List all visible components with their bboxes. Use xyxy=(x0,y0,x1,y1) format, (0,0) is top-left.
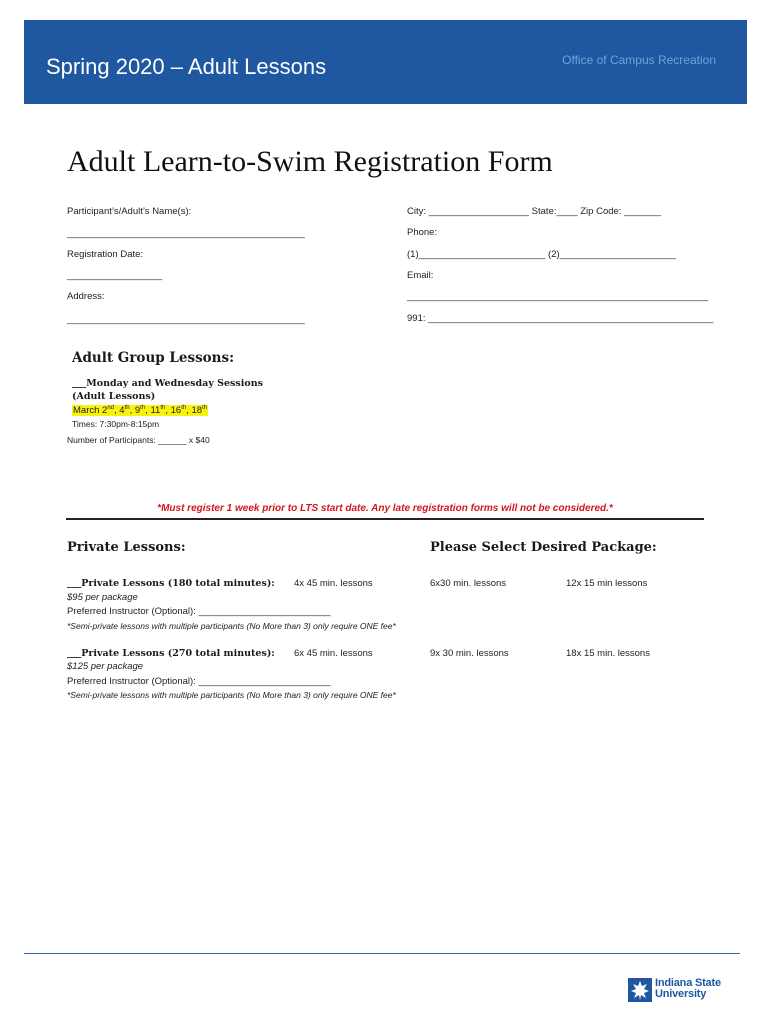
package-heading: Please Select Desired Package: xyxy=(430,540,657,555)
private-lessons-heading: Private Lessons: xyxy=(67,540,186,555)
phone-label: Phone: xyxy=(407,227,438,238)
date-text: , 9 xyxy=(129,405,141,416)
session-option[interactable]: ___Monday and Wednesday Sessions xyxy=(72,378,263,389)
footer-rule xyxy=(24,953,740,954)
date-text: , 18 xyxy=(186,405,203,416)
price-180: $95 per package xyxy=(67,592,138,603)
office-name: Office of Campus Recreation xyxy=(562,53,716,67)
session-subtitle: (Adult Lessons) xyxy=(72,391,156,402)
package-18x15[interactable]: 18x 15 min. lessons xyxy=(566,648,650,659)
semi-private-note: *Semi-private lessons with multiple participants (No More than 3) only require ONE fee* xyxy=(67,690,396,700)
isu-wordmark-line2: University xyxy=(655,988,707,1000)
email-field[interactable]: _________________________________________________________ xyxy=(407,291,709,302)
participants-count-field[interactable]: Number of Participants: ______ x $40 xyxy=(67,435,210,445)
date-text: , 4 xyxy=(114,405,125,416)
private-option-180[interactable]: ___Private Lessons (180 total minutes): xyxy=(67,578,275,589)
address-label: Address: xyxy=(67,291,105,302)
price-270: $125 per package xyxy=(67,661,144,672)
date-suffix: nd xyxy=(107,404,115,411)
names-label: Participant’s/Adult’s Name(s): xyxy=(67,206,192,217)
preferred-instructor-field[interactable]: Preferred Instructor (Optional): _________________________ xyxy=(67,606,331,617)
session-times: Times: 7:30pm-8:15pm xyxy=(72,419,160,429)
phone-fields[interactable]: (1)________________________ (2)______________________ xyxy=(407,249,676,260)
isu-logo xyxy=(628,978,740,1006)
package-6x30[interactable]: 6x30 min. lessons xyxy=(430,578,507,589)
dates-prefix: March 2 xyxy=(73,405,108,416)
private-option-270[interactable]: ___Private Lessons (270 total minutes): xyxy=(67,648,275,659)
session-dates-highlight xyxy=(72,405,208,416)
date-suffix: th xyxy=(124,404,130,411)
semi-private-note: *Semi-private lessons with multiple participants (No More than 3) only require ONE fee* xyxy=(67,621,396,631)
date-suffix: th xyxy=(202,404,208,411)
package-6x45[interactable]: 6x 45 min. lessons xyxy=(294,648,373,659)
session-dates xyxy=(72,405,208,416)
isu-sycamore-leaf-icon xyxy=(628,978,652,1002)
preferred-instructor-field[interactable]: Preferred Instructor (Optional): _________________________ xyxy=(67,676,331,687)
registration-date-field[interactable]: __________________ xyxy=(67,270,163,281)
date-suffix: th xyxy=(140,404,146,411)
form-title: Adult Learn-to-Swim Registration Form xyxy=(67,145,553,178)
package-12x15[interactable]: 12x 15 min lessons xyxy=(566,578,648,589)
header-banner xyxy=(24,20,747,104)
banner-title: Spring 2020 – Adult Lessons xyxy=(46,54,327,79)
registration-date-label: Registration Date: xyxy=(67,249,144,260)
registration-deadline-notice: *Must register 1 week prior to LTS start date. Any late registration forms will not be considered.* xyxy=(157,503,613,514)
package-9x30[interactable]: 9x 30 min. lessons xyxy=(430,648,509,659)
isu-wordmark-line1: Indiana State xyxy=(655,977,721,989)
date-suffix: th xyxy=(160,404,166,411)
city-state-zip-fields[interactable]: City: ___________________ State:____ Zip Code: _______ xyxy=(407,206,662,217)
isu-wordmark xyxy=(655,978,721,1000)
date-text: , 16 xyxy=(165,405,182,416)
email-label: Email: xyxy=(407,270,434,281)
id-number-field[interactable]: 991: ______________________________________________________ xyxy=(407,313,714,324)
section-divider xyxy=(66,518,704,520)
address-field[interactable]: _____________________________________________ xyxy=(67,314,305,325)
date-text: , 11 xyxy=(145,405,161,416)
group-lessons-heading: Adult Group Lessons: xyxy=(72,350,235,366)
date-suffix: th xyxy=(181,404,187,411)
package-4x45[interactable]: 4x 45 min. lessons xyxy=(294,578,373,589)
names-field[interactable]: _____________________________________________ xyxy=(67,228,305,239)
